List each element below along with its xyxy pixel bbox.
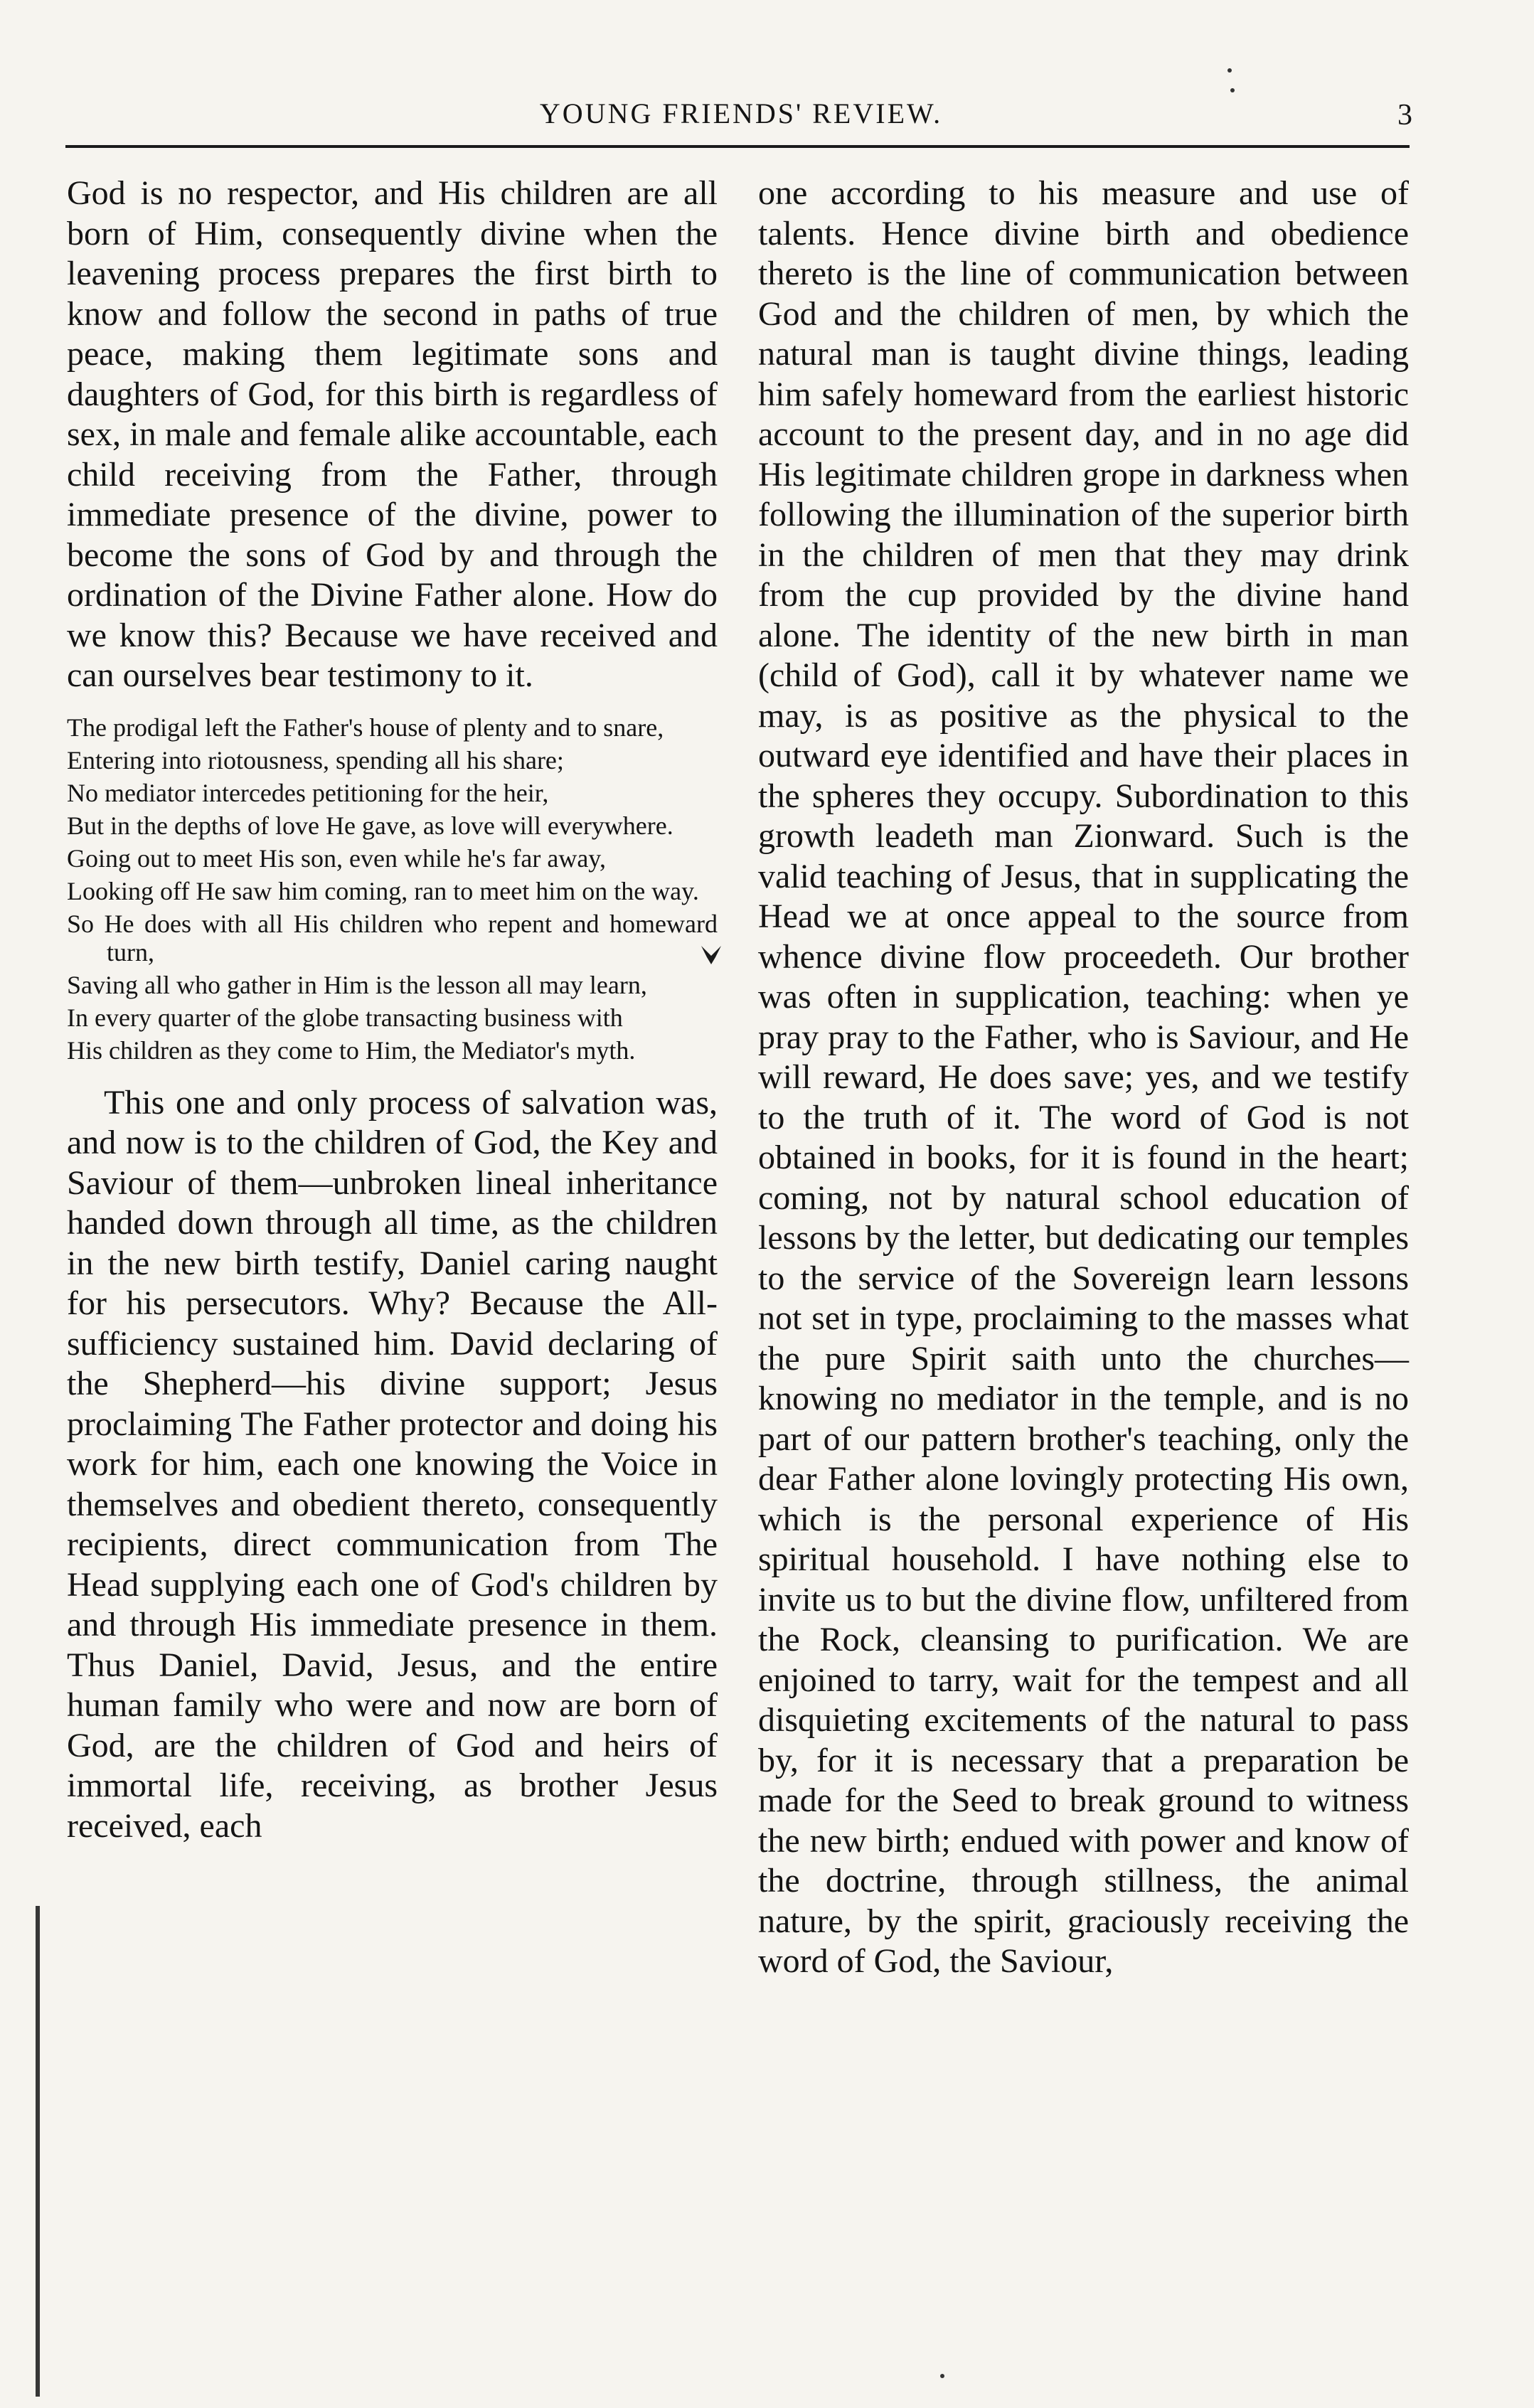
poem-line: But in the depths of love He gave, as love will everywhere.: [67, 811, 673, 840]
binding-edge-mark: [36, 1906, 40, 2397]
speck: [1227, 68, 1232, 73]
speck: [940, 2374, 944, 2378]
poem-line: So He does with all His children who repent and homeward turn,: [67, 909, 718, 966]
left-paragraph-1: God is no respector, and His children are all born of Him, consequently divine when the leavening process prepares the first birth to know and follow the second in paths of true peace, making them legitimate sons and daughters of God, for this birth is regardless of sex, in male and female alike accountable, each child receiving from the Father, through immediate presence of the divine, power to become the sons of God by and through the ordination of the Divine Father alone. How do we know this? Because we have received and can ourselves bear testimony to it.: [67, 174, 718, 694]
speck: [1230, 88, 1235, 92]
poem-line: Looking off He saw him coming, ran to meet him on the way.: [67, 876, 699, 905]
poem-line: In every quarter of the globe transacting business with: [67, 1003, 623, 1032]
poem-line: Going out to meet His son, even while he's far away,: [67, 843, 606, 873]
poem-line: Saving all who gather in Him is the lesson all may learn,: [67, 970, 647, 999]
page-number: 3: [1397, 99, 1412, 132]
left-paragraph-2: This one and only process of salvation was, and now is to the children of God, the Key and Saviour of them—unbroken lineal inheritance handed down through all time, as the children in the new birth testify, Daniel caring naught for his persecutors. Why? Because the All-sufficiency sustained him. David declaring of the Shepherd—his divine support; Jesus proclaiming The Father protector and doing his work for him, each one knowing the Voice in themselves and obedient thereto, consequently recipients, direct communication from The Head supplying each one of God's children by and through His immediate presence in them. Thus Daniel, David, Jesus, and the entire human family who were and now are born of God, are the children of God and heirs of immortal life, receiving, as brother Jesus received, each: [67, 1083, 718, 1845]
right-column: [758, 174, 1409, 1982]
right-paragraph-1: one according to his measure and use of talents. Hence divine birth and obedience thereto is the line of communication between God and the children of men, by which the natural man is taught divine things, leading him safely homeward from the earliest historic account to the present day, and in no age did His legitimate children grope in darkness when following the illumination of the superior birth in the children of men that they may drink from the cup provided by the divine hand alone. The identity of the new birth in man (child of God), call it by whatever name we may, is as positive as the physical to the outward eye identified and have their places in the spheres they occupy. Subordination to this growth leadeth man Zionward. Such is the valid teaching of Jesus, that in supplicating the Head we at once appeal to the source from whence divine flow proceedeth. Our brother was often in supplication, teaching: when ye pray pray to the Father, who is Saviour, and He will reward, He does save; yes, and we testify to the truth of it. The word of God is not obtained in books, for it is found in the heart; coming, not by natural school education of lessons by the letter, but dedicating our temples to the service of the Sovereign learn lessons not set in type, proclaiming to the masses what the pure Spirit saith unto the churches—knowing no mediator in the temple, and is no part of our pattern brother's teaching, only the dear Father alone lovingly protecting His own, which is the personal experience of His spiritual household. I have nothing else to invite us to but the divine flow, unfiltered from the Rock, cleansing to purification. We are enjoined to tarry, wait for the tempest and all disquieting excitements of the natural to pass by, for it is necessary that a preparation be made for the Seed to break ground to witness the new birth; endued with power and know of the doctrine, through stillness, the animal nature, by the spirit, graciously receiving the word of God, the Saviour,: [758, 174, 1409, 1980]
header-rule: [65, 145, 1410, 148]
poem-line: His children as they come to Him, the Mediator's myth.: [67, 1035, 636, 1065]
left-column: [67, 174, 718, 1846]
poem-line: The prodigal left the Father's house of plenty and to snare,: [67, 713, 664, 742]
poem-line: No mediator intercedes petitioning for the heir,: [67, 778, 549, 807]
page-header: [65, 90, 1417, 149]
running-title: YOUNG FRIENDS' REVIEW.: [539, 97, 943, 129]
fleuron-icon: [697, 940, 725, 969]
poem-line: Entering into riotousness, spending all his share;: [67, 745, 564, 774]
poem-block: [67, 713, 718, 1065]
